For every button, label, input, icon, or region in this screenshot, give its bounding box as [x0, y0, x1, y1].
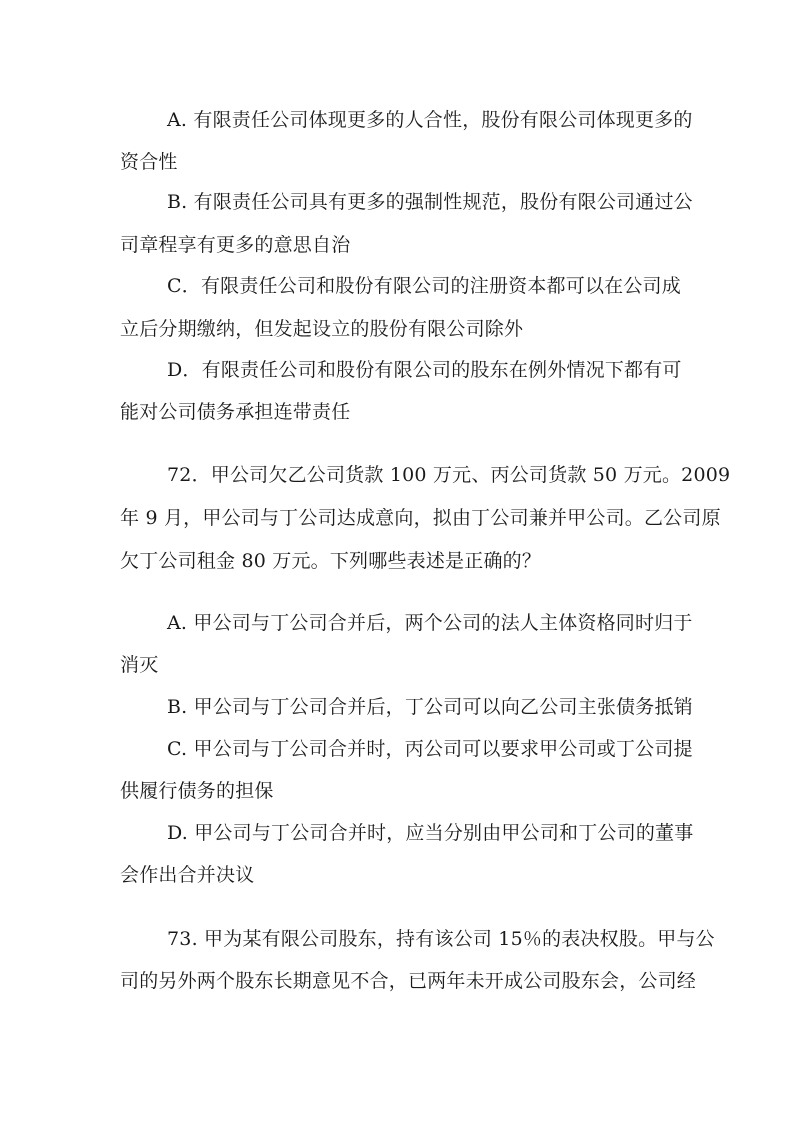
q71-option-b-line-2: 司章程享有更多的意思自治 [120, 234, 351, 256]
q72-stem-line-1: 72．甲公司欠乙公司货款 100 万元、丙公司货款 50 万元。2009 [167, 464, 731, 486]
q72-stem-line-2: 年 9 月，甲公司与丁公司达成意向，拟由丁公司兼并甲公司。乙公司原 [120, 507, 721, 529]
q73-stem-line-1: 73. 甲为某有限公司股东，持有该公司 15％的表决权股。甲与公 [167, 928, 715, 950]
q72-option-c-line-2: 供履行债务的担保 [120, 780, 274, 802]
q72-option-d-line-1: D. 甲公司与丁公司合并时，应当分别由甲公司和丁公司的董事 [167, 822, 694, 844]
q72-option-c-line-1: C. 甲公司与丁公司合并时，丙公司可以要求甲公司或丁公司提 [167, 738, 693, 760]
q71-option-d-line-1: D．有限责任公司和股份有限公司的股东在例外情况下都有可 [167, 359, 682, 381]
q73-stem-line-2: 司的另外两个股东长期意见不合，已两年未开成公司股东会，公司经 [120, 970, 697, 992]
q71-option-a-line-1: A. 有限责任公司体现更多的人合性，股份有限公司体现更多的 [167, 109, 693, 131]
q72-stem-line-3: 欠丁公司租金 80 万元。下列哪些表述是正确的？ [120, 550, 542, 572]
q71-option-b-line-1: B. 有限责任公司具有更多的强制性规范，股份有限公司通过公 [167, 191, 693, 213]
q72-option-a-line-2: 消灭 [120, 654, 159, 676]
q71-option-c-line-2: 立后分期缴纳，但发起设立的股份有限公司除外 [120, 318, 524, 340]
q72-option-b-line-1: B. 甲公司与丁公司合并后，丁公司可以向乙公司主张债务抵销 [167, 696, 693, 718]
q72-option-d-line-2: 会作出合并决议 [120, 864, 255, 886]
q72-option-a-line-1: A. 甲公司与丁公司合并后，两个公司的法人主体资格同时归于 [167, 612, 693, 634]
q71-option-a-line-2: 资合性 [120, 151, 178, 173]
q71-option-d-line-2: 能对公司债务承担连带责任 [120, 401, 351, 423]
q71-option-c-line-1: C．有限责任公司和股份有限公司的注册资本都可以在公司成 [167, 275, 681, 297]
